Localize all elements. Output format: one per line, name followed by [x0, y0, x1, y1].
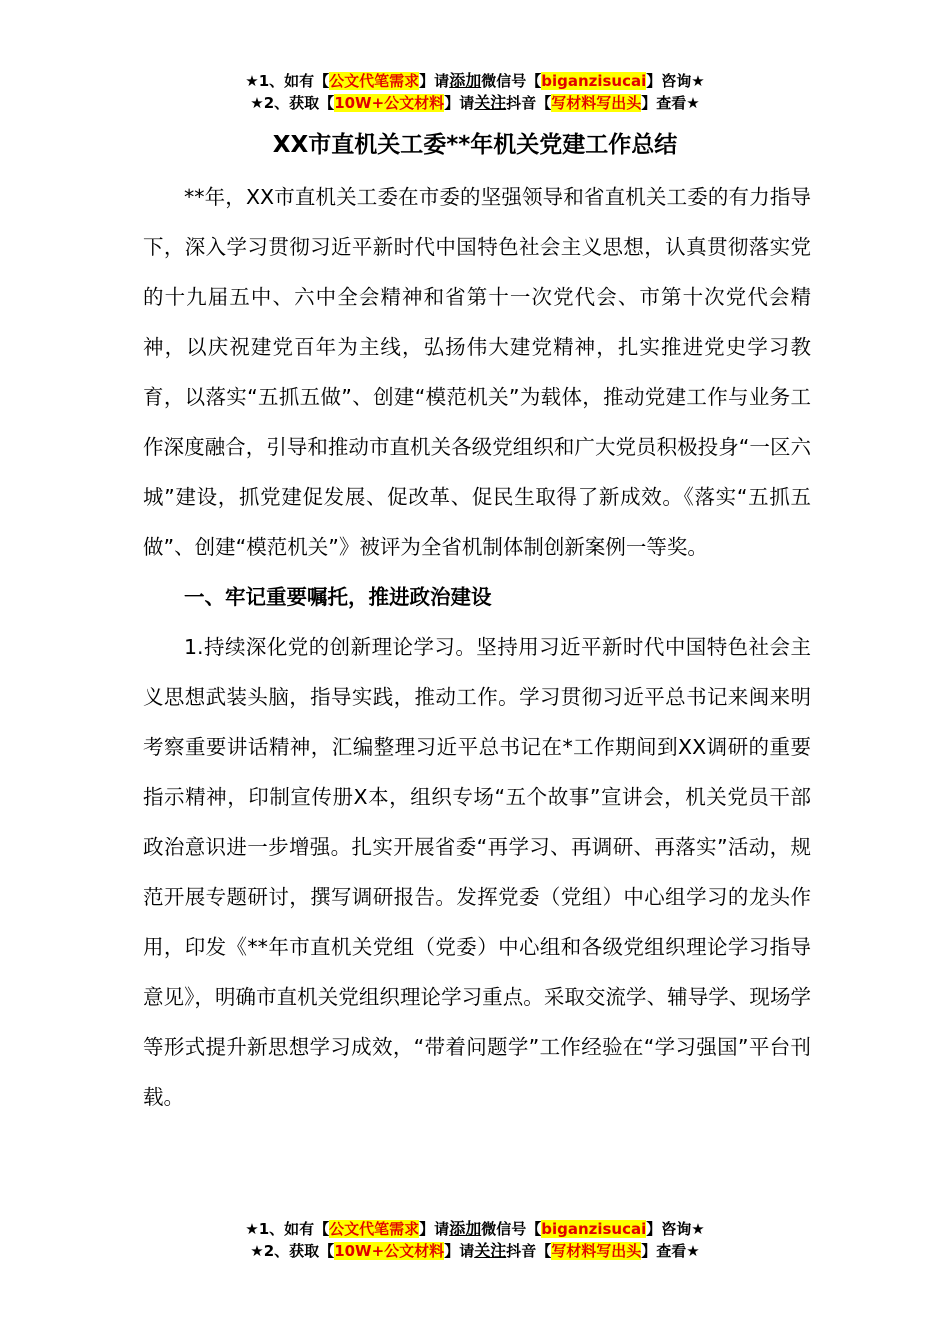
- intro-paragraph: **年，XX市直机关工委在市委的坚强领导和省直机关工委的有力指导下，深入学习贯彻习近平新时代中国特色社会主义思想，认真贯彻落实党的十九届五中、六中全会精神和省第十一次党代会、市第十次党代会精神，以庆祝建党百年为主线，弘扬伟大建党精神，扎实推进党史学习教育，以落实“五抓五做”、创建“模范机关”为载体，推动党建工作与业务工作深度融合，引导和推动市直机关各级党组织和广大党员积极投身“一区六城”建设，抓党建促发展、促改革、促民生取得了新成效。《落实“五抓五做”、创建“模范机关”》被评为全省机制体制创新案例一等奖。: [143, 185, 811, 559]
- promo-line-1: ★1、如有【公文代笔需求】请添加微信号【biganzisucai】咨询★: [245, 71, 705, 90]
- promo-line-1: ★1、如有【公文代笔需求】请添加微信号【biganzisucai】咨询★: [245, 1219, 705, 1238]
- highlight-service: 公文代笔需求: [329, 72, 420, 90]
- document-body: [143, 172, 811, 1122]
- promo-line-2: ★2、获取【10W+公文材料】请关注抖音【写材料写出头】查看★: [250, 1241, 700, 1260]
- promo-line-2: ★2、获取【10W+公文材料】请关注抖音【写材料写出头】查看★: [250, 93, 700, 112]
- section-1-heading: 一、牢记重要嘱托，推进政治建设: [184, 585, 492, 609]
- emphasis-follow: 关注: [474, 93, 507, 112]
- promo-banner-bottom: [0, 1218, 950, 1262]
- promo-banner-top: [0, 70, 950, 114]
- highlight-materials: 10W+公文材料: [334, 1242, 445, 1260]
- highlight-douyin-account: 写材料写出头: [551, 94, 642, 112]
- highlight-wechat-id: biganzisucai: [541, 1220, 647, 1238]
- section-1-paragraph-1: 1.持续深化党的创新理论学习。坚持用习近平新时代中国特色社会主义思想武装头脑，指导实践，推动工作。学习贯彻习近平总书记来闽来明考察重要讲话精神，汇编整理习近平总书记在*工作期间到XX调研的重要指示精神，印制宣传册X本，组织专场“五个故事”宣讲会，机关党员干部政治意识进一步增强。扎实开展省委“再学习、再调研、再落实”活动，规范开展专题研讨，撰写调研报告。发挥党委（党组）中心组学习的龙头作用，印发《**年市直机关党组（党委）中心组和各级党组织理论学习指导意见》，明确市直机关党组织理论学习重点。采取交流学、辅导学、现场学等形式提升新思想学习成效，“带着问题学”工作经验在“学习强国”平台刊载。: [143, 635, 811, 1109]
- emphasis-follow: 关注: [474, 1241, 507, 1260]
- emphasis-add: 添加: [449, 71, 482, 90]
- emphasis-add: 添加: [449, 1219, 482, 1238]
- highlight-materials: 10W+公文材料: [334, 94, 445, 112]
- highlight-douyin-account: 写材料写出头: [551, 1242, 642, 1260]
- highlight-service: 公文代笔需求: [329, 1220, 420, 1238]
- document-title: XX市直机关工委**年机关党建工作总结: [272, 132, 678, 158]
- highlight-wechat-id: biganzisucai: [541, 72, 647, 90]
